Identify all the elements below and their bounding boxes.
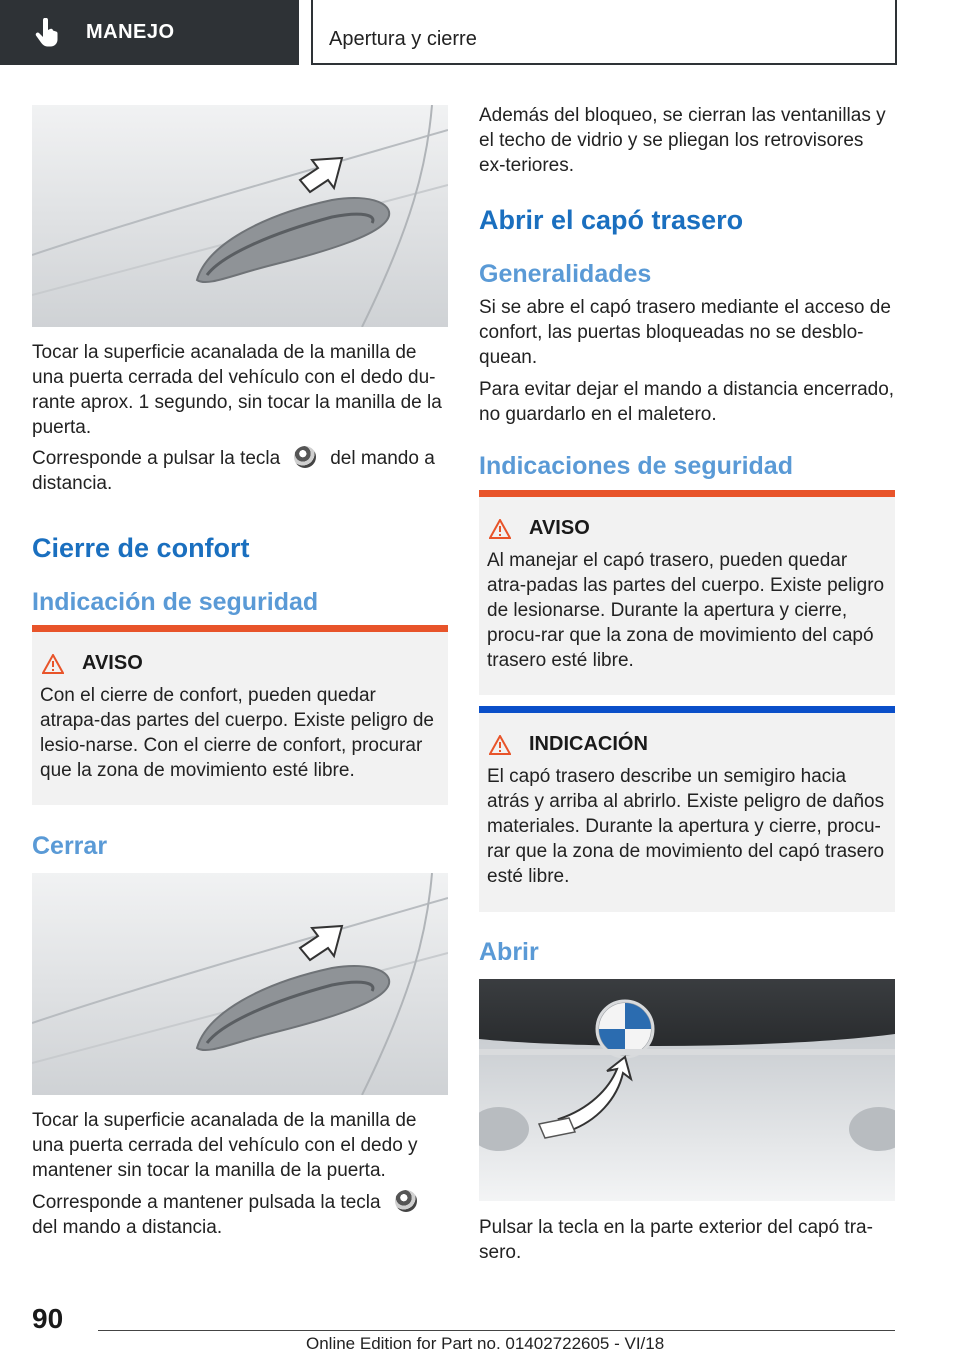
edition-text: Online Edition for Part no. 01402722605 - VI/18	[306, 1334, 665, 1353]
windows-paragraph: Además del bloqueo, se cierran las ventanillas y el techo de vidrio y se pliegan los retrovisores ex-teriores.	[479, 105, 886, 176]
key-sentence-end: del mando a distancia.	[32, 448, 435, 494]
subheading-close: Cerrar	[32, 832, 108, 860]
hand-pointer-icon	[34, 16, 68, 50]
remote-key-lock-icon-2	[395, 1190, 417, 1212]
notice-triangle-icon	[489, 735, 511, 755]
trunk-warning-title: AVISO	[529, 517, 590, 539]
trunk-warning-text: Al manejar el capó trasero, pueden quedar atra-padas las partes del cuerpo. Existe peligro de lesionarse. Durante la apertura y cierre, procu-rar que la zona de movimiento del capó trasero esté libre.	[487, 550, 885, 671]
close-key-sentence-end: del mando a distancia.	[32, 1217, 223, 1238]
subheading-general: Generalidades	[479, 260, 652, 288]
heading-open-trunk: Abrir el capó trasero	[479, 205, 744, 235]
close-paragraph: Tocar la superficie acanalada de la manilla de una puerta cerrada del vehículo con el dedo y mantener sin tocar la manilla de la puerta.	[32, 1110, 418, 1181]
page-title-box	[311, 0, 897, 65]
warning-box	[32, 625, 448, 805]
warning-triangle-icon	[42, 654, 64, 674]
section-tab	[0, 0, 299, 65]
page-number: 90	[32, 1303, 64, 1334]
warning-title: AVISO	[82, 652, 143, 674]
key-sentence-start: Corresponde a pulsar la tecla	[32, 448, 281, 469]
warning-header	[42, 652, 448, 675]
notice-header	[489, 733, 895, 756]
general-paragraph-2: Para evitar dejar el mando a distancia encerrado, no guardarlo en el maletero.	[479, 379, 895, 425]
notice-bar	[479, 706, 895, 713]
subheading-safety-notes: Indicaciones de seguridad	[479, 452, 793, 480]
notice-text: El capó trasero describe un semigiro hacia atrás y arriba al abrirlo. Existe peligro de daños materiales. Durante la apertura y cierre, procu-rar que la zona de movimiento del capó trasero esté libre.	[487, 766, 885, 887]
trunk-button-photo	[479, 979, 895, 1201]
trunk-warning-header	[489, 517, 895, 540]
close-key-sentence-start: Corresponde a mantener pulsada la tecla	[32, 1192, 381, 1213]
close-key-paragraph	[32, 1190, 448, 1240]
page-title: Apertura y cierre	[329, 28, 477, 50]
door-handle-photo-1	[32, 105, 448, 327]
subheading-open: Abrir	[479, 938, 539, 966]
door-handle-photo-2	[32, 873, 448, 1095]
intro-paragraph: Tocar la superficie acanalada de la manilla de una puerta cerrada del vehículo con el dedo du-rante aprox. 1 segundo, sin tocar la manilla de la puerta.	[32, 342, 442, 438]
subheading-safety-note: Indicación de seguridad	[32, 588, 319, 616]
intro-key-paragraph	[32, 446, 448, 496]
general-paragraph-1: Si se abre el capó trasero mediante el acceso de confort, las puertas bloqueadas no se desblo-quean.	[479, 297, 891, 368]
open-paragraph: Pulsar la tecla en la parte exterior del capó tra-sero.	[479, 1217, 873, 1263]
trunk-warning-bar	[479, 490, 895, 497]
section-label: MANEJO	[86, 21, 175, 43]
warning-bar	[32, 625, 448, 632]
remote-key-lock-icon	[294, 446, 316, 468]
warning-text: Con el cierre de confort, pueden quedar atrapa-das partes del cuerpo. Existe peligro de lesio-narse. Con el cierre de confort, procurar que la zona de movimiento esté libre.	[40, 685, 434, 781]
notice-title: INDICACIÓN	[529, 733, 648, 755]
trunk-warning-box	[479, 490, 895, 695]
warning-triangle-icon	[489, 519, 511, 539]
notice-box	[479, 706, 895, 912]
footer-divider	[98, 1330, 895, 1331]
heading-comfort-close: Cierre de confort	[32, 533, 250, 563]
